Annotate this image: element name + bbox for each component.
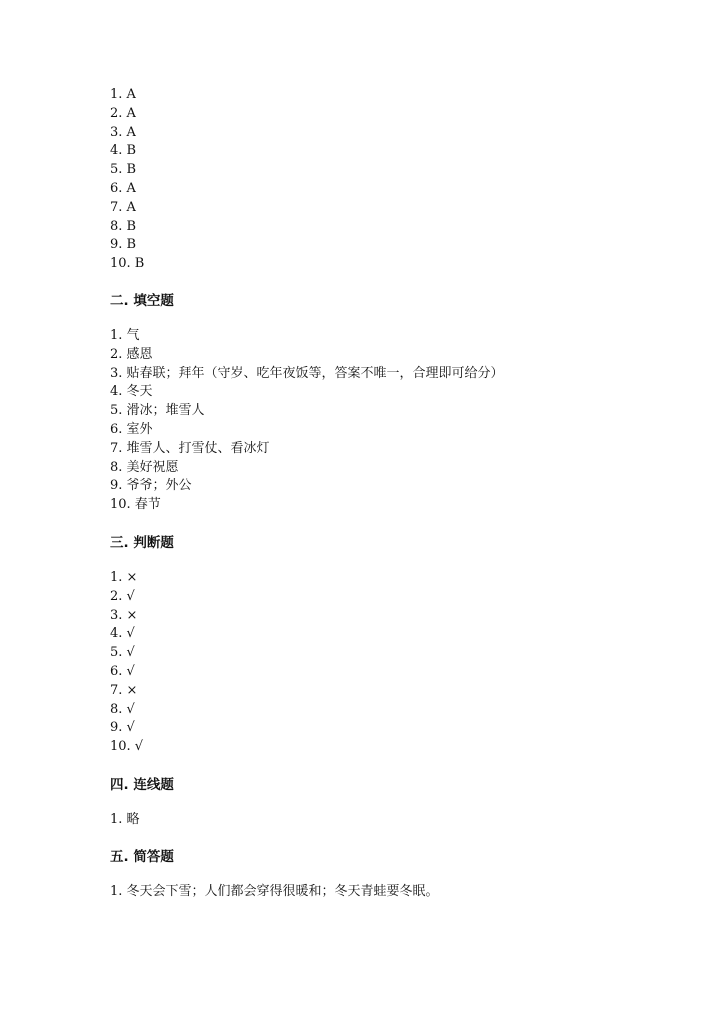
match-section-title: 四. 连线题 xyxy=(110,776,174,793)
mc-answer-4: 4. B xyxy=(110,143,137,159)
mc-answer-6: 6. A xyxy=(110,180,136,196)
fill-answer-list xyxy=(110,327,670,515)
section-multiple-choice xyxy=(110,86,670,274)
match-answer-1: 1. 略 xyxy=(110,811,140,827)
judge-answer-list xyxy=(110,569,670,757)
judge-answer-3: 3. × xyxy=(110,607,138,623)
fill-answer-2: 2. 感恩 xyxy=(110,346,153,362)
judge-answer-7: 7. × xyxy=(110,682,138,698)
judge-answer-5: 5. √ xyxy=(110,645,135,661)
short-section-title: 五. 简答题 xyxy=(110,848,174,865)
fill-answer-6: 6. 室外 xyxy=(110,421,153,437)
section-true-false xyxy=(110,533,670,757)
mc-answer-list xyxy=(110,86,670,274)
judge-answer-4: 4. √ xyxy=(110,626,135,642)
section-short-answer xyxy=(110,847,670,902)
fill-answer-8: 8. 美好祝愿 xyxy=(110,459,179,475)
mc-answer-5: 5. B xyxy=(110,162,137,178)
fill-answer-10: 10. 春节 xyxy=(110,497,161,513)
mc-answer-9: 9. B xyxy=(110,237,137,253)
fill-answer-9: 9. 爷爷；外公 xyxy=(110,478,192,494)
judge-section-title: 三. 判断题 xyxy=(110,534,174,551)
mc-answer-3: 3. A xyxy=(110,124,136,140)
section-matching xyxy=(110,775,670,830)
mc-answer-8: 8. B xyxy=(110,218,137,234)
fill-section-title: 二. 填空题 xyxy=(110,292,174,309)
mc-answer-2: 2. A xyxy=(110,105,136,121)
fill-answer-3: 3. 贴春联；拜年（守岁、吃年夜饭等，答案不唯一，合理即可给分） xyxy=(110,365,504,381)
mc-answer-1: 1. A xyxy=(110,87,136,102)
fill-answer-1: 1. 气 xyxy=(110,327,140,343)
judge-answer-2: 2. √ xyxy=(110,588,135,604)
judge-answer-6: 6. √ xyxy=(110,663,135,679)
fill-answer-4: 4. 冬天 xyxy=(110,384,153,400)
answer-sheet xyxy=(110,86,670,902)
judge-answer-9: 9. √ xyxy=(110,720,135,736)
match-answer-list xyxy=(110,811,670,830)
short-answer-list xyxy=(110,883,670,902)
fill-answer-5: 5. 滑冰；堆雪人 xyxy=(110,403,205,419)
mc-answer-7: 7. A xyxy=(110,199,136,215)
mc-answer-10: 10. B xyxy=(110,256,145,272)
judge-answer-10: 10. √ xyxy=(110,739,144,755)
short-answer-1: 1. 冬天会下雪；人们都会穿得很暖和；冬天青蛙要冬眠。 xyxy=(110,883,439,899)
judge-answer-1: 1. × xyxy=(110,569,138,585)
section-fill-in-blank xyxy=(110,291,670,515)
fill-answer-7: 7. 堆雪人、打雪仗、看冰灯 xyxy=(110,440,270,456)
judge-answer-8: 8. √ xyxy=(110,701,135,717)
